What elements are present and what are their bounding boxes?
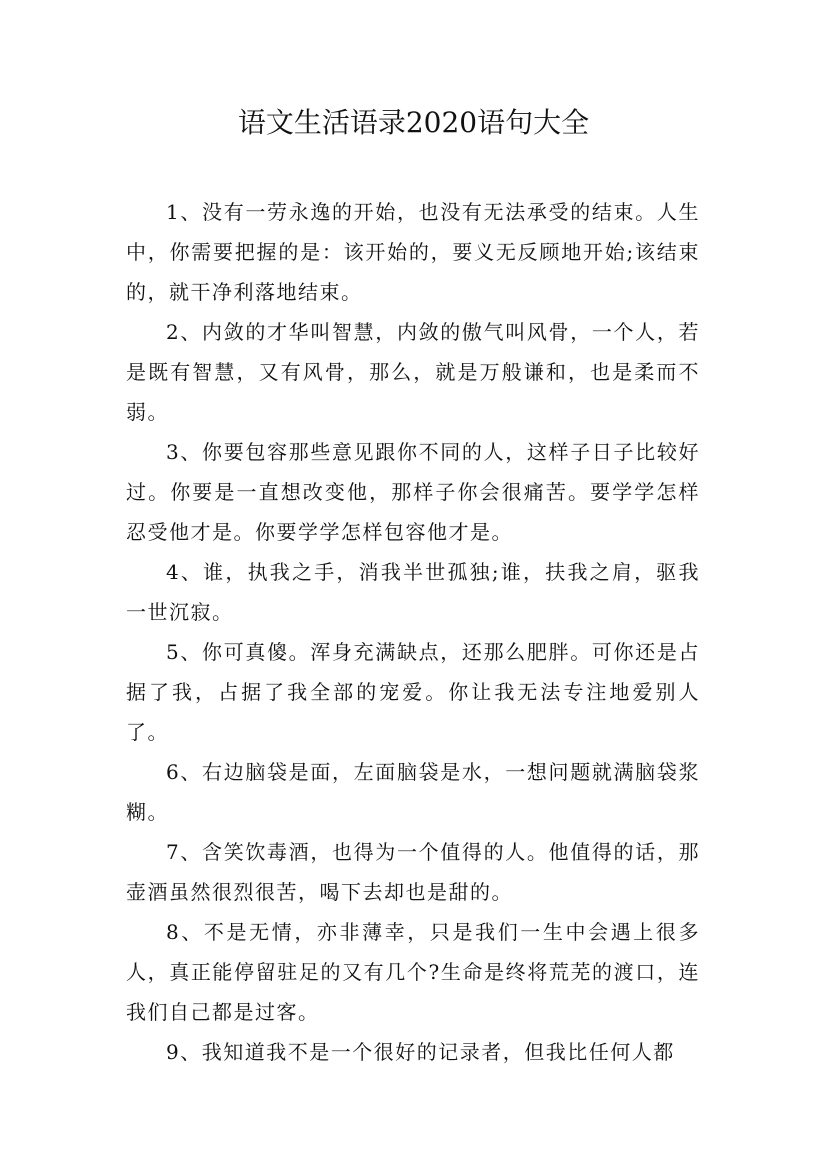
- paragraph-1: 1、没有一劳永逸的开始，也没有无法承受的结束。人生中，你需要把握的是：该开始的，要义无反顾地开始;该结束的，就干净利落地结束。: [126, 200, 700, 304]
- document-title: 语文生活语录2020语句大全: [237, 106, 590, 139]
- paragraph-6: 6、右边脑袋是面，左面脑袋是水，一想问题就满脑袋浆糊。: [126, 760, 700, 824]
- paragraph-8: 8、不是无情，亦非薄幸，只是我们一生中会遇上很多人，真正能停留驻足的又有几个?生命是终将荒芜的渡口，连我们自己都是过客。: [126, 920, 700, 1024]
- paragraph-5: 5、你可真傻。浑身充满缺点，还那么肥胖。可你还是占据了我，占据了我全部的宠爱。你让我无法专注地爱别人了。: [126, 640, 700, 744]
- paragraph-2: 2、内敛的才华叫智慧，内敛的傲气叫风骨，一个人，若是既有智慧，又有风骨，那么，就是万般谦和，也是柔而不弱。: [126, 320, 700, 424]
- paragraph-3: 3、你要包容那些意见跟你不同的人，这样子日子比较好过。你要是一直想改变他，那样子你会很痛苦。要学学怎样忍受他才是。你要学学怎样包容他才是。: [126, 440, 700, 544]
- paragraph-7: 7、含笑饮毒酒，也得为一个值得的人。他值得的话，那壶酒虽然很烈很苦，喝下去却也是甜的。: [126, 840, 700, 904]
- document-body: [126, 192, 700, 1072]
- paragraph-9: 9、我知道我不是一个很好的记录者，但我比任何人都: [166, 1040, 675, 1064]
- paragraph-4: 4、谁，执我之手，消我半世孤独;谁，扶我之肩，驱我一世沉寂。: [126, 560, 700, 624]
